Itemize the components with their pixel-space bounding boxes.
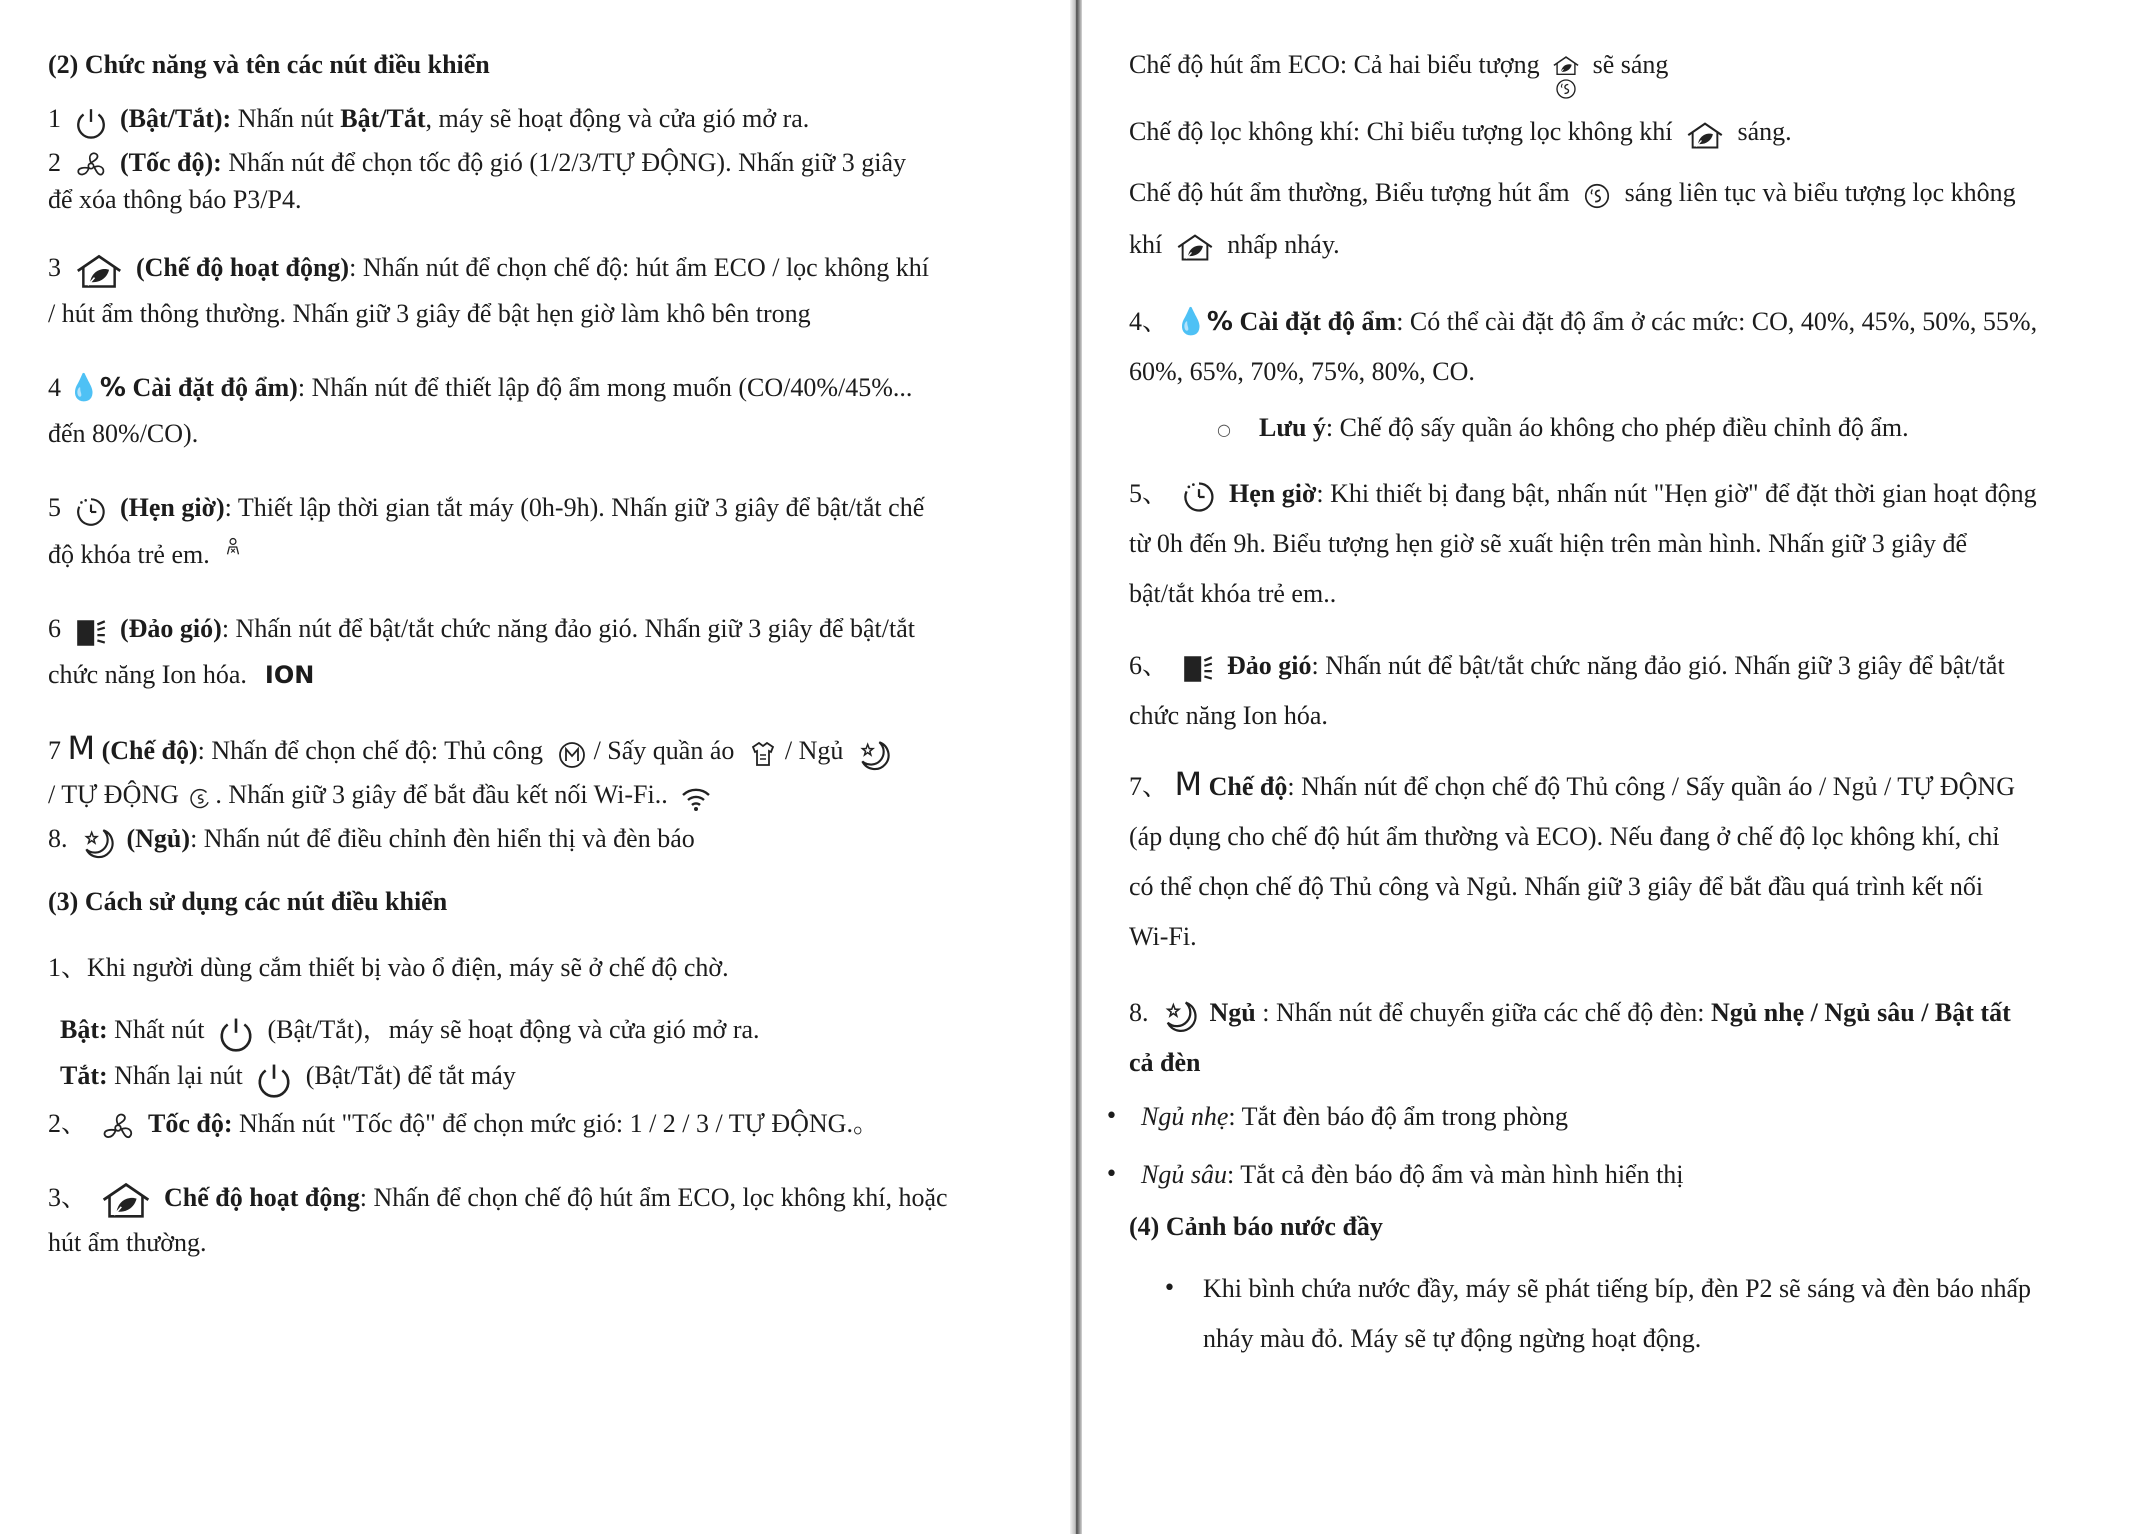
item-text: có thể chọn chế độ Thủ công và Ngủ. Nhấn giữ 3 giây để bắt đầu quá trình kết nối (1129, 871, 1984, 901)
item-6 (48, 606, 1023, 698)
section-2-heading: (2) Chức năng và tên các nút điều khiển (48, 50, 490, 79)
item-text: / Sấy quần áo (593, 736, 735, 765)
clothes-dry-icon (747, 739, 779, 771)
item-text: đến 80%/CO). (48, 419, 199, 448)
item-3 (48, 245, 1023, 337)
item-text: để xóa thông báo P3/P4. (48, 185, 302, 214)
manual-m-icon (556, 739, 588, 771)
right-page (1075, 0, 2152, 1534)
eco-line (1129, 48, 2128, 101)
item-label: (Ngủ) (126, 824, 191, 853)
dehumidify-icon (1554, 77, 1578, 101)
item-number: 8. (1129, 997, 1149, 1027)
wifi-icon (680, 783, 712, 815)
item-text: : Nhấn nút để thiết lập độ ẩm mong muốn (CO/40%/45%... (297, 373, 913, 402)
percent-symbol: % (1206, 306, 1233, 337)
item-text: Chế độ hút ẩm thường, Biểu tượng hút ẩm (1129, 177, 1570, 207)
dehumidify-icon (1582, 181, 1612, 212)
ion-label: ION (264, 661, 315, 689)
power-icon (255, 1061, 293, 1099)
r-item-8 (1129, 988, 2128, 1088)
item-label: (Chế độ hoạt động) (136, 253, 350, 282)
item-text: : Khi thiết bị đang bật, nhấn nút "Hẹn giờ" để đặt thời gian hoạt động (1316, 478, 2037, 508)
child-lock-icon (222, 531, 244, 561)
deep-sleep-label: Ngủ sâu (1141, 1159, 1227, 1189)
item-text: sáng. (1737, 117, 1792, 146)
eco-icon-pair (1552, 55, 1580, 101)
item-text: sẽ sáng (1592, 50, 1669, 79)
item-bold: cả đèn (1129, 1047, 1201, 1077)
timer-icon (1181, 479, 1217, 515)
timer-icon (74, 495, 108, 529)
item-number: 3 (48, 253, 61, 282)
item-label: Đảo gió (1227, 650, 1312, 680)
off-label: Tắt: (60, 1061, 108, 1090)
house-leaf-icon (1175, 233, 1215, 264)
item-text: : Nhấn nút để bật/tắt chức năng đảo gió. Nhấn giữ 3 giây để bật/tắt (221, 614, 915, 643)
item-1 (48, 102, 1023, 140)
item-number: 5、 (1129, 478, 1169, 508)
item-text: : Nhấn để chọn chế độ: Thủ công (197, 736, 544, 765)
item-number: 8. (48, 824, 68, 853)
item-number: 4、 (1129, 306, 1169, 336)
item-bold: Bật/Tắt (340, 104, 426, 133)
item-text: Nhấn lại nút (107, 1061, 243, 1090)
item-text: Nhất nút (107, 1015, 205, 1044)
item-text: chức năng Ion hóa. (1129, 700, 1328, 730)
item-label: Tốc độ: (148, 1109, 233, 1138)
item-2 (48, 146, 1023, 218)
item-text: , máy sẽ hoạt động và cửa gió mở ra. (425, 104, 810, 133)
item-number: 3、 (48, 1182, 88, 1212)
item-text: : Chế độ sấy quần áo không cho phép điều chỉnh độ ẩm. (1325, 412, 1909, 442)
r-item-5 (1129, 469, 2128, 619)
item-8 (48, 817, 1023, 861)
item-text: nhấp nháy. (1227, 229, 1340, 259)
item-label: (Đảo gió) (120, 614, 222, 643)
item-text: (áp dụng cho chế độ hút ẩm thường và ECO). Nếu đang ở chế độ lọc không khí, chỉ (1129, 821, 2000, 851)
item-number: 1 (48, 104, 61, 133)
item-text: 60%, 65%, 70%, 75%, 80%, CO. (1129, 356, 1475, 386)
mode-m-icon: M (67, 729, 96, 767)
use-2 (48, 1107, 1023, 1146)
page-gutter (1070, 0, 1082, 1534)
item-text: từ 0h đến 9h. Biểu tượng hẹn giờ sẽ xuất hiện trên màn hình. Nhấn giữ 3 giây để (1129, 528, 1968, 558)
r-item-4 (1129, 297, 2128, 397)
item-text: Nhấn nút (231, 104, 341, 133)
droplet-icon: 💧 (1174, 306, 1207, 337)
item-text: : Nhấn nút để chọn chế độ Thủ công / Sấy quần áo / Ngủ / TỰ ĐỘNG (1287, 771, 2015, 801)
r-item-7 (1129, 759, 2128, 962)
item-text: chức năng Ion hóa. (48, 660, 247, 689)
use-on (48, 1007, 1023, 1053)
swing-icon (74, 616, 108, 650)
item-text: Nhấn nút để chọn tốc độ gió (1/2/3/TỰ ĐỘNG). Nhấn giữ 3 giây (221, 147, 906, 177)
item-label: Ngủ (1209, 997, 1256, 1027)
item-text: Chế độ lọc không khí: Chỉ biểu tượng lọc không khí (1129, 117, 1673, 146)
light-sleep-row (1105, 1100, 2128, 1134)
note-label: Lưu ý (1259, 412, 1326, 442)
item-text: : Nhấn nút để chuyển giữa các chế độ đèn: (1255, 997, 1711, 1027)
item-label: Cài đặt độ ẩm) (132, 373, 298, 402)
air-line (1129, 115, 2128, 151)
item-label: Chế độ (1208, 771, 1288, 801)
item-number: 6、 (1129, 650, 1169, 680)
item-4 (48, 365, 1023, 457)
item-5 (48, 485, 1023, 578)
house-leaf-icon (1552, 55, 1580, 77)
item-text: : Tắt đèn báo độ ẩm trong phòng (1228, 1101, 1569, 1131)
swing-icon (1181, 652, 1215, 686)
note-row (1129, 411, 2128, 445)
light-sleep-label: Ngủ nhẹ (1141, 1101, 1229, 1131)
power-icon (74, 106, 108, 140)
item-text: khí (1129, 229, 1163, 259)
item-label: Cài đặt độ ẩm (1239, 306, 1397, 336)
item-text: . Nhấn giữ 3 giây để bắt đầu kết nối Wi-Fi.. (215, 780, 668, 809)
item-number: 4 (48, 373, 61, 402)
item-text: bật/tắt khóa trẻ em.. (1129, 578, 1337, 608)
item-7 (48, 726, 1023, 817)
fan-icon (100, 1110, 136, 1146)
left-page (0, 0, 1075, 1534)
on-label: Bật: (60, 1015, 108, 1044)
sleep-icon (1161, 998, 1197, 1034)
item-number: 6 (48, 614, 61, 643)
item-text: / Ngủ (784, 736, 844, 765)
item-number: 2 (48, 147, 61, 177)
warning-row (1129, 1264, 2128, 1364)
item-label: Chế độ hoạt động (164, 1182, 360, 1212)
mode-m-icon: M (1174, 764, 1203, 803)
percent-symbol: % (99, 373, 126, 403)
droplet-icon: 💧 (67, 373, 100, 403)
house-leaf-icon (74, 253, 124, 291)
use-1: 1、Khi người dùng cắm thiết bị vào ổ điện, máy sẽ ở chế độ chờ. (48, 953, 729, 982)
item-text: hút ẩm thường. (48, 1228, 207, 1257)
item-text: (Bật/Tắt)，máy sẽ hoạt động và cửa gió mở ra. (267, 1015, 760, 1044)
item-label: Hẹn giờ (1229, 478, 1317, 508)
item-text: : Thiết lập thời gian tắt máy (0h-9h). Nhấn giữ 3 giây để bật/tắt chế (224, 493, 925, 522)
r-item-6 (1129, 641, 2128, 741)
power-icon (217, 1015, 255, 1053)
item-text: Wi-Fi. (1129, 921, 1197, 951)
item-bold: Ngủ nhẹ / Ngủ sâu / Bật tất (1710, 997, 2011, 1027)
house-leaf-icon (100, 1181, 152, 1221)
item-text: : Có thể cài đặt độ ẩm ở các mức: CO, 40%, 45%, 50%, 55%, (1396, 306, 2038, 336)
item-text: sáng liên tục và biểu tượng lọc không (1624, 177, 2016, 207)
item-text: Khi bình chứa nước đầy, máy sẽ phát tiếng bíp, đèn P2 sẽ sáng và đèn báo nhấp (1203, 1273, 2032, 1303)
item-text: : Nhấn để chọn chế độ hút ẩm ECO, lọc không khí, hoặc (359, 1182, 948, 1212)
auto-icon (187, 783, 213, 813)
item-number: 7 (48, 736, 61, 765)
item-text: độ khóa trẻ em. (48, 540, 210, 569)
item-text: / hút ẩm thông thường. Nhấn giữ 3 giây để bật hẹn giờ làm khô bên trong (48, 299, 811, 328)
item-label: (Tốc độ): (120, 147, 222, 177)
house-leaf-icon (1685, 120, 1725, 151)
item-text: : Nhấn nút để điều chỉnh đèn hiển thị và đèn báo (190, 824, 695, 853)
item-number: 2、 (48, 1109, 88, 1138)
item-number: 7、 (1129, 771, 1169, 801)
use-off (48, 1053, 1023, 1099)
item-text: Chế độ hút ẩm ECO: Cả hai biểu tượng (1129, 50, 1540, 79)
section-4-heading: (4) Cảnh báo nước đầy (1129, 1211, 1383, 1241)
item-text: Nhấn nút "Tốc độ" để chọn mức gió: 1 / 2 / 3 / TỰ ĐỘNG.。 (232, 1109, 879, 1138)
item-text: : Nhấn nút để chọn chế độ: hút ẩm ECO / lọc không khí (349, 253, 929, 282)
item-text: : Tắt cả đèn báo độ ẩm và màn hình hiển thị (1226, 1159, 1684, 1189)
item-number: 5 (48, 493, 61, 522)
deep-sleep-row (1105, 1158, 2128, 1192)
item-label: (Bật/Tắt): (120, 104, 232, 133)
item-text: / TỰ ĐỘNG (48, 780, 179, 809)
section-3-heading: (3) Cách sử dụng các nút điều khiển (48, 887, 448, 916)
item-text: : Nhấn nút để bật/tắt chức năng đảo gió. Nhấn giữ 3 giây để bật/tắt (1311, 650, 2005, 680)
item-label: (Chế độ) (101, 736, 198, 765)
use-3 (48, 1176, 1023, 1266)
item-text: (Bật/Tắt) để tắt máy (305, 1061, 516, 1090)
normal-line (1129, 167, 2128, 271)
sleep-icon (856, 738, 890, 772)
item-label: (Hẹn giờ) (120, 493, 225, 522)
sleep-icon (80, 826, 114, 860)
fan-icon (74, 149, 108, 183)
item-text: nháy màu đỏ. Máy sẽ tự động ngừng hoạt động. (1203, 1323, 1702, 1353)
